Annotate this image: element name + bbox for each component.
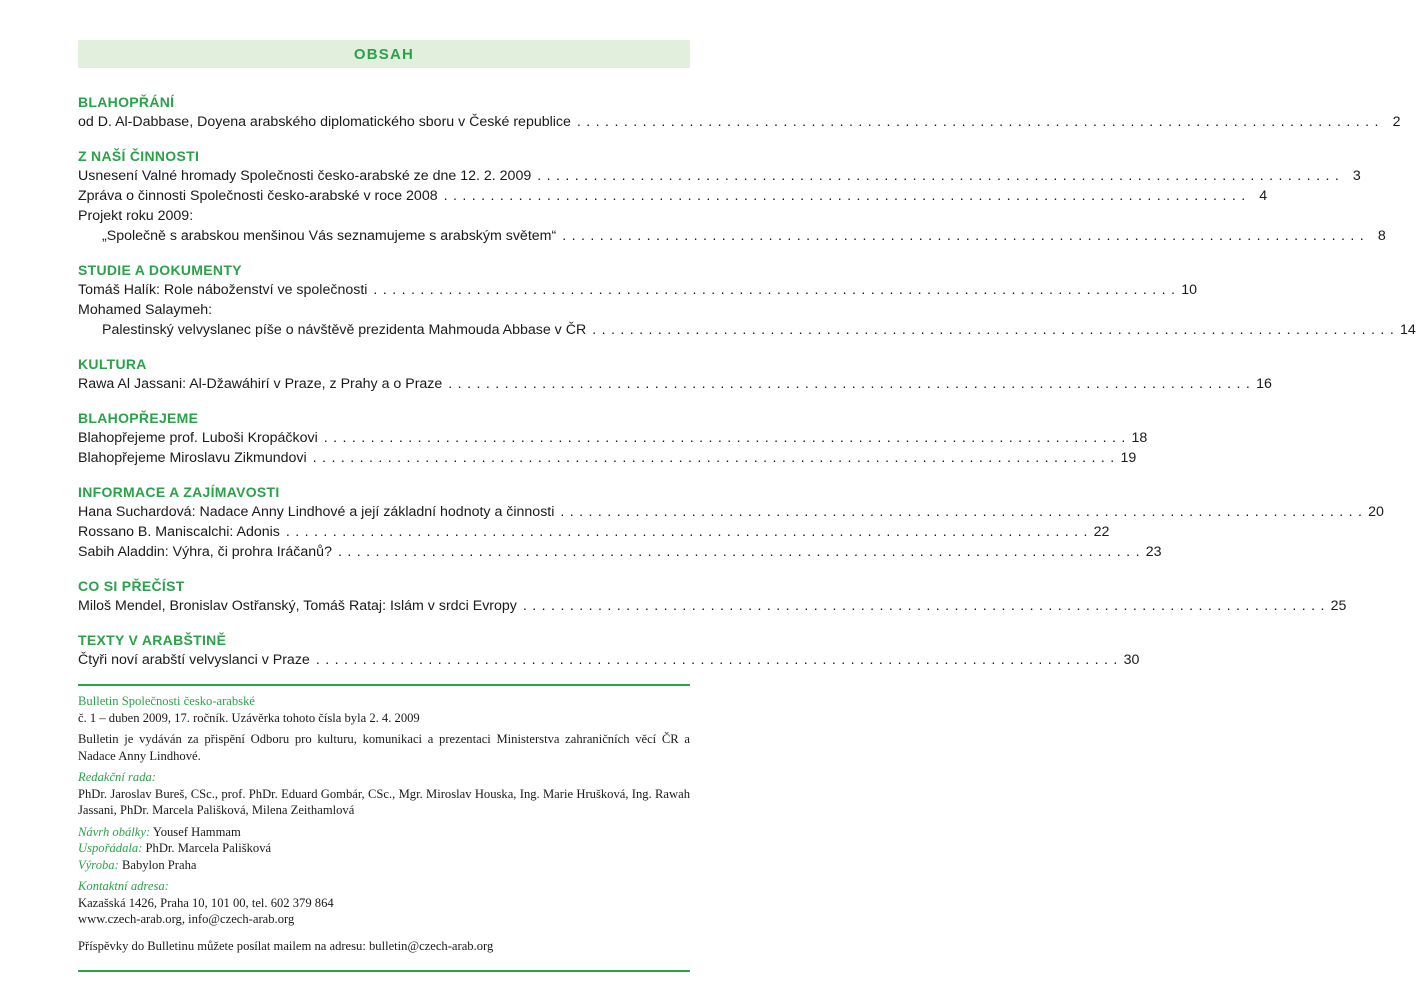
- arranged-value: PhDr. Marcela Pališková: [145, 841, 272, 855]
- entry-title: Čtyři noví arabští velvyslanci v Praze: [78, 652, 310, 668]
- cover-value: Yousef Hammam: [152, 824, 241, 839]
- contents-title: OBSAH: [353, 45, 415, 63]
- entry-page-number: 4: [1259, 188, 1268, 204]
- section-title: TEXTY V ARABŠTINĚ: [78, 632, 227, 648]
- section-title: BLAHOPŘÁNÍ: [78, 94, 175, 110]
- entry-page-number: 2: [1392, 114, 1401, 130]
- entry-title: Zpráva o činnosti Společnosti česko-arabské v roce 2008: [78, 188, 438, 204]
- contact-address: Kazašská 1426, Praha 10, 101 00, tel. 602 379 864: [78, 895, 334, 910]
- toc-section: [78, 92, 1401, 132]
- contact-web: www.czech-arab.org, info@czech-arab.org: [78, 912, 295, 926]
- section-title: INFORMACE A ZAJÍMAVOSTI: [78, 484, 280, 500]
- entry-title: Sabih Aladdin: Výhra, či prohra Iráčanů?: [78, 544, 332, 560]
- editorial-members: PhDr. Jaroslav Bureš, CSc., prof. PhDr. Eduard Gombár, CSc., Mgr. Miroslav Houska, Ing. Marie Hrušková, Ing. Rawah Jassani, PhDr. Marcela Pališková, Milena Zeithamlová: [78, 786, 690, 817]
- arranged-label: Uspořádala:: [78, 841, 143, 855]
- toc-entry[interactable]: [78, 186, 1268, 206]
- toc-entry[interactable]: [78, 650, 1140, 670]
- cover-label: Návrh obálky:: [78, 824, 151, 839]
- dot-leader: [577, 112, 1379, 132]
- entry-title: „Společně s arabskou menšinou Vás seznamujeme s arabským světem“: [102, 228, 557, 244]
- entry-title: Palestinský velvyslanec píše o návštěvě prezidenta Mahmouda Abbase v ČR: [102, 322, 587, 338]
- toc-section: [78, 630, 1140, 670]
- entry-page-number: 18: [1131, 430, 1148, 446]
- issue-line: č. 1 – duben 2009, 17. ročník. Uzávěrka tohoto čísla byla 2. 4. 2009: [78, 710, 420, 725]
- dot-leader: [286, 522, 1088, 542]
- support-line: Bulletin je vydáván za přispění Odboru pro kulturu, komunikaci a prezentaci Ministerstva zahraničních věcí ČR a Nadace Anny Lindhové.: [78, 732, 690, 763]
- entry-title: Miloš Mendel, Bronislav Ostřanský, Tomáš Rataj: Islám v srdci Evropy: [78, 598, 517, 614]
- bulletin-name: Bulletin Společnosti česko-arabské: [78, 694, 255, 708]
- dot-leader: [373, 280, 1175, 300]
- editorial-label: Redakční rada:: [78, 770, 156, 784]
- entry-page-number: 16: [1256, 376, 1272, 392]
- toc-entry[interactable]: [78, 226, 1386, 246]
- toc-section: [78, 260, 1416, 340]
- toc-section: [78, 482, 1384, 562]
- dot-leader: [444, 186, 1246, 206]
- document-page: [78, 40, 1416, 972]
- section-title: CO SI PŘEČÍST: [78, 578, 185, 594]
- imprint: [78, 693, 690, 954]
- toc-entry[interactable]: [78, 112, 1401, 132]
- table-of-contents: [78, 92, 1416, 670]
- entry-page-number: 20: [1368, 504, 1384, 520]
- dot-leader: [313, 448, 1115, 468]
- toc-entry[interactable]: [78, 596, 1347, 616]
- production-label: Výroba:: [78, 857, 119, 872]
- contents-header: [78, 40, 690, 68]
- bottom-divider: [78, 970, 690, 972]
- entry-title: Blahopřejeme Miroslavu Zikmundovi: [78, 450, 307, 466]
- toc-entry[interactable]: [78, 448, 1137, 468]
- entry-title: od D. Al-Dabbase, Doyena arabského diplomatického sboru v České republice: [78, 114, 571, 130]
- entry-title: Rossano B. Maniscalchi: Adonis: [78, 524, 280, 540]
- section-title: STUDIE A DOKUMENTY: [78, 262, 242, 278]
- section-title: BLAHOPŘEJEME: [78, 410, 199, 426]
- entry-page-number: 23: [1145, 544, 1162, 560]
- toc-entry[interactable]: [78, 542, 1162, 562]
- toc-entry[interactable]: [78, 428, 1148, 448]
- entry-title: Tomáš Halík: Role náboženství ve společnosti: [78, 282, 368, 298]
- entry-page-number: 25: [1330, 598, 1347, 614]
- entry-page-number: 10: [1181, 282, 1197, 298]
- contact-label: Kontaktní adresa:: [78, 879, 169, 893]
- dot-leader: [316, 650, 1118, 670]
- dot-leader: [324, 428, 1126, 448]
- section-title: Z NAŠÍ ČINNOSTI: [78, 148, 200, 164]
- dot-leader: [537, 166, 1339, 186]
- dot-leader: [560, 502, 1362, 522]
- toc-section: [78, 146, 1386, 246]
- dot-leader: [338, 542, 1140, 562]
- entry-title: Rawa Al Jassani: Al-Džawáhirí v Praze, z Prahy a o Praze: [78, 376, 443, 392]
- entry-title: Usnesení Valné hromady Společnosti česko-arabské ze dne 12. 2. 2009: [78, 168, 532, 184]
- entry-lead: Mohamed Salaymeh:: [78, 302, 213, 318]
- submission-line: Příspěvky do Bulletinu můžete posílat mailem na adresu: bulletin@czech-arab.org: [78, 938, 494, 953]
- production-credit: [78, 857, 690, 874]
- entry-page-number: 3: [1352, 168, 1361, 184]
- entry-title: Hana Suchardová: Nadace Anny Lindhové a její základní hodnoty a činnosti: [78, 504, 555, 520]
- toc-entry[interactable]: [78, 320, 1416, 340]
- entry-page-number: 14: [1399, 322, 1416, 338]
- toc-section: [78, 408, 1148, 468]
- toc-entry[interactable]: [78, 166, 1361, 186]
- toc-entry[interactable]: [78, 280, 1197, 300]
- toc-section: [78, 576, 1347, 616]
- dot-leader: [562, 226, 1364, 246]
- toc-entry[interactable]: [78, 374, 1272, 394]
- entry-title: Blahopřejeme prof. Luboši Kropáčkovi: [78, 430, 318, 446]
- production-value: Babylon Praha: [121, 857, 197, 872]
- section-title: KULTURA: [78, 356, 147, 372]
- top-divider: [78, 684, 690, 686]
- dot-leader: [523, 596, 1325, 616]
- toc-entry[interactable]: [78, 522, 1110, 542]
- entry-page-number: 30: [1123, 652, 1140, 668]
- dot-leader: [448, 374, 1250, 394]
- arranged-credit: [78, 840, 690, 857]
- entry-page-number: 22: [1093, 524, 1110, 540]
- toc-entry[interactable]: [78, 502, 1384, 522]
- dot-leader: [592, 320, 1394, 340]
- cover-credit: [78, 824, 690, 841]
- entry-page-number: 8: [1377, 228, 1386, 244]
- entry-page-number: 19: [1120, 450, 1137, 466]
- entry-lead: Projekt roku 2009:: [78, 208, 194, 224]
- toc-section: [78, 354, 1272, 394]
